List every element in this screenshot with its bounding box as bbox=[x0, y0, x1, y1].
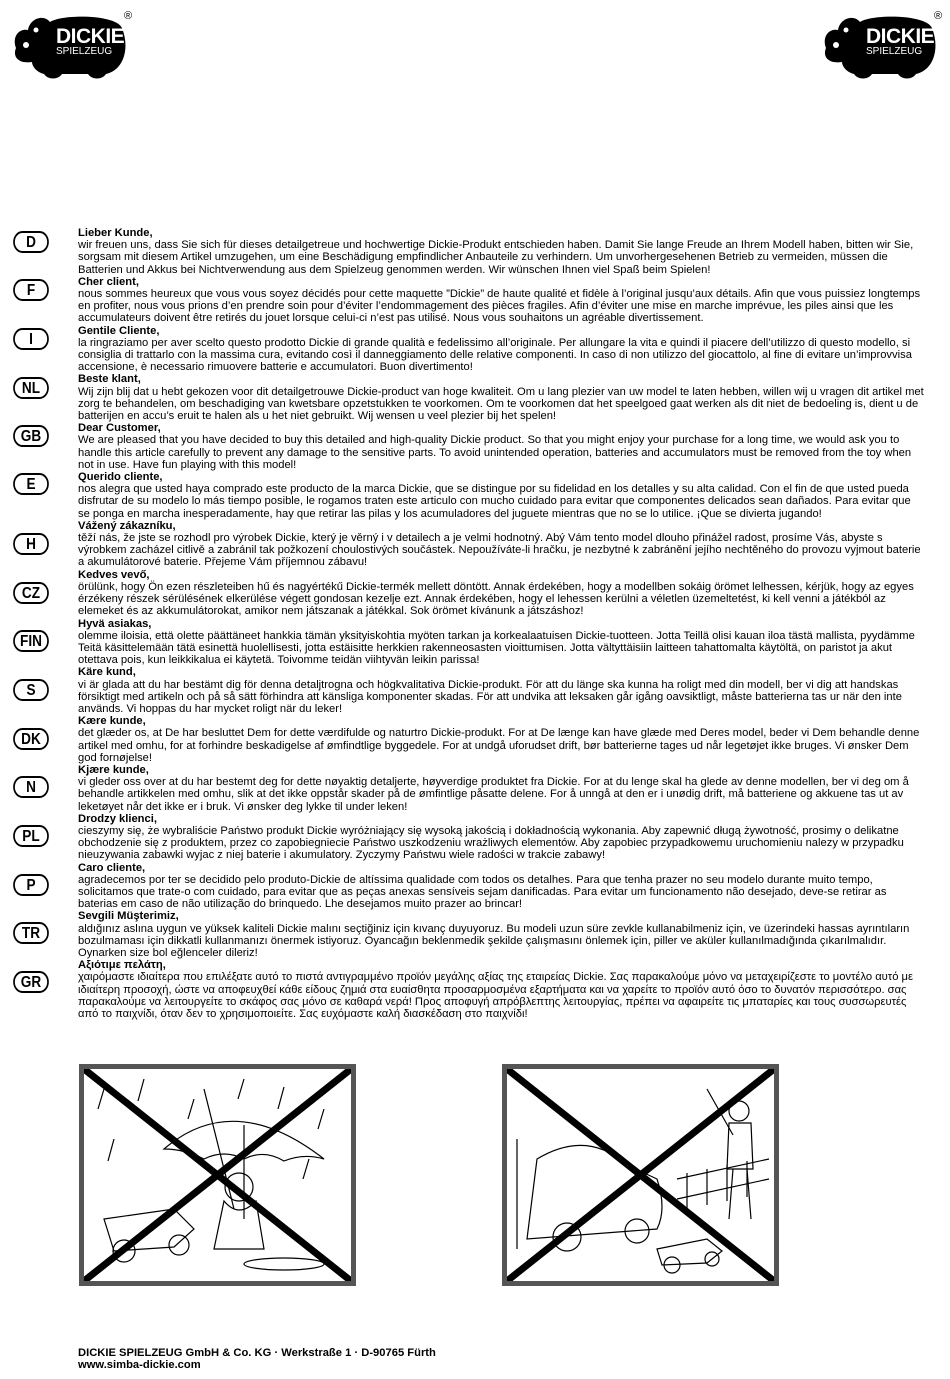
lang-badge-gr: GR bbox=[13, 971, 49, 993]
dickie-logo-left bbox=[6, 8, 134, 80]
lang-badge-f: F bbox=[13, 279, 49, 301]
paragraph: aldığınız aslına uygun ve yüksek kaliteli Dickie malını seçtiğiniz için kıvanç duyuyoruz. Bu modeli uzun süre zevkle kullanabilmeniz için, ve üzerindeki hassas ayrıntıların bozulmaması için dikkatli kullanmanızı önermek istiyoruz. Oyancağın beklenmedik şekilde çalışmasını önlemek için, piller ve aküler kullanılmadığında çıkarılmalıdır. Oynarken size bol eğlenceler dileriz! bbox=[78, 922, 910, 959]
paragraph: nous sommes heureux que vous vous soyez décidés pour cette maquette ”Dickie” de haute qualité et fidèle à l’original jusqu’aux détails. Afin que vous puissiez longtemps en profiter, nous vous prions d’en prendre soin pour d’éviter l’endommagement des pièces fragiles. Afin d’éviter une mise en marche imprévue, les piles ainsi que les accumulateurs doivent être retirés du jouet lorsque celui-ci n’est pas utilisé. Nous vous souhaitons un agréable divertissement. bbox=[78, 288, 921, 325]
greeting: Drodzy klienci, bbox=[78, 812, 157, 825]
lang-badge-nl: NL bbox=[13, 377, 49, 399]
greeting: Gentile Cliente, bbox=[78, 324, 160, 337]
paragraph: těží nás, že jste se rozhodl pro výrobek Dickie, který je věrný i v detailech a je velmi hodnotný. Abý Vám tento model dlouho přinážel radost, prosíme Vás, abyste s výrobkem zacházel citlivě a zabránil tak požkození choulostivých součástek. Nepoužíváte-li hračku, je nezbytné k zabránění jejího nechtěného do provozu vyjmout baterie a akumulátorové baterie. Přejeme Vám příjemnou zábavu! bbox=[78, 532, 921, 569]
paragraph: We are pleased that you have decided to buy this detailed and high-quality Dickie product. So that you might enjoy your purchase for a long time, we would ask you to handle this article carefully to prevent any damage to the sensitive parts. To avoid unintended operation, batteries and accumulators must be removed from the toy when not in use. Have fun playing with this model! bbox=[78, 434, 912, 471]
rain-warning-illustration bbox=[79, 1064, 356, 1286]
greeting: Beste klant, bbox=[78, 373, 141, 386]
lang-badge-e: E bbox=[13, 473, 49, 495]
registered-mark: ® bbox=[124, 10, 133, 22]
section-gr bbox=[78, 959, 924, 1020]
section-it bbox=[78, 325, 924, 374]
brand-sub: SPIELZEUG bbox=[56, 46, 113, 57]
greeting: Kedves vevő, bbox=[78, 568, 150, 581]
paragraph: Wij zijn blij dat u hebt gekozen voor dit detailgetrouwe Dickie-product van hoge kwaliteit. Om u lang plezier van uw model te laten hebben, willen wij u vragen dit artikel met zorg te behandelen, om beschadiging van kwetsbare opzetstukken te voorkomen. Om te voorkomen dat het speelgoed gaat werken als dit niet de bedoeling is, dient u de batterijen en accu’s eruit te halen als u het niet gebruikt. Wij wensen u veel plezier bij het spelen! bbox=[78, 385, 924, 423]
lang-badge-pl: PL bbox=[13, 825, 49, 847]
section-fi bbox=[78, 618, 924, 667]
lang-badge-d: D bbox=[13, 231, 49, 253]
greeting: Caro cliente, bbox=[78, 861, 146, 874]
street-crossed-out-icon bbox=[507, 1069, 774, 1281]
rain-crossed-out-icon bbox=[84, 1069, 351, 1281]
safety-notice-text bbox=[78, 227, 924, 1020]
section-tr bbox=[78, 910, 924, 959]
street-warning-illustration bbox=[502, 1064, 779, 1286]
section-es bbox=[78, 471, 924, 520]
lang-badge-i: I bbox=[13, 328, 49, 350]
greeting: Querido cliente, bbox=[78, 471, 163, 484]
section-no bbox=[78, 764, 924, 813]
dickie-logo-right bbox=[816, 8, 944, 80]
paragraph: cieszymy się, że wybraliście Państwo produkt Dickie wyróżniający się wysoką jakością i dokładnością wykonania. Aby zapewnić długą żywotność, prosimy o delikatne obchodzenie się z produktem, przez co zapobiegniecie Państwo uszkodzeniu wrażliwych elementów. Aby zapobiec przypadkowemu uruchomieniu nalezy w przypadku nieuzywania zabawki wyjac z niej baterie i akumulatory. Zyczymy Państwu wiele radości w trakcie zabawy! bbox=[78, 824, 904, 862]
greeting: Cher client, bbox=[78, 275, 139, 288]
lang-badge-h: H bbox=[13, 533, 49, 555]
greeting: Käre kund, bbox=[78, 666, 136, 679]
section-se bbox=[78, 666, 924, 715]
paragraph: det glæder os, at De har besluttet Dem for dette værdifulde og naturtro Dickie-produkt. For at De længe kan have glæde med Deres model, beder vi Dem behandle denne artikel med omhu, for at forhindre beskadigelse af ømfindtlige byggedele. For at undgå uforudset drift, bør batterierne tages ud når legetøjet ikke bruges. Vi ønsker Dem god fornøjelse! bbox=[78, 727, 920, 764]
section-dk bbox=[78, 715, 924, 764]
lang-badge-fin: FIN bbox=[13, 630, 49, 652]
greeting: Vážený zákazníku, bbox=[78, 519, 176, 532]
brand-name: DICKIE bbox=[56, 25, 125, 48]
paragraph: olemme iloisia, että olette päättäneet hankkia tämän yksityiskohtia myöten tarkan ja korkealaatuisen Dickie-tuotteen. Jotta Teillä olisi kauan iloa tästä mallista, pyydämme Teitä käsittelemään tätä esinettä huolellisesti, jotta estäisitte herkkien rakenneosasten vioittumisen. Jotta vältyttäisiin laitteen tahattomalta käytöltä, on paristot ja akut otettava pois, kun leikkikalua ei käytetä. Toivomme teidän viihtyvän leikin parissa! bbox=[78, 629, 915, 667]
greeting: Kære kunde, bbox=[78, 715, 146, 728]
section-cz bbox=[78, 520, 924, 569]
paragraph: wir freuen uns, dass Sie sich für dieses detailgetreue und hochwertige Dickie-Produkt entschieden haben. Damit Sie lange Freude an Ihrem Modell haben, bitten wir Sie, sorgsam mit diesem Artikel umzugehen, um eine Beschädigung empfindlicher Anbauteile zu verhindern. Um unvorhergesehenen Betrieb zu vermeiden, müssen die Batterien und Akkus bei Nichtverwendung aus dem Spielzeug genommen werden. Wir wünschen Ihnen viel Spaß beim Spielen! bbox=[78, 239, 914, 276]
lang-badge-dk: DK bbox=[13, 728, 49, 750]
footer bbox=[78, 1347, 436, 1372]
paragraph: agradecemos por ter se decidido pelo produto-Dickie de altíssima qualidade com todos os detalhes. Para que tenha prazer no seu modelo durante muito tempo, solicitamos que trate-o com cuidado, para evitar que as peças anexas sensíveis sejam danificadas. Para evitar um funcionamento não desejado, deve-se retirar as baterias em caso de não utilização do brinquedo. Lhe desejamos muito prazer ao brincar! bbox=[78, 873, 887, 911]
registered-mark: ® bbox=[934, 10, 943, 22]
paragraph: nos alegra que usted haya comprado este producto de la marca Dickie, que se distingue por su fidelidad en los detalles y su alta calidad. Con el fin de que usted pueda disfrutar de su modelo lo más tiempo posible, le rogamos traten este articulo con mucho cuidado para evitar que componentes delicados sean dañados. Para evitar que se ponga en marcha inesperadamente, hay que retirar las pilas y los acumuladores del juguete mientras que no se lo utilice. ¡Que se divierta jugando! bbox=[78, 483, 911, 520]
section-pt bbox=[78, 862, 924, 911]
company-address: DICKIE SPIELZEUG GmbH & Co. KG · Werkstraße 1 · D-90765 Fürth bbox=[78, 1347, 436, 1359]
paragraph: örülünk, hogy Ön ezen részleteiben hű és nagyértékű Dickie-termék mellett döntött. Annak érdekében, hogy a modellben sokáig örömet lelhessen, kérjük, hogy az egyes érzékeny részek sérülésének elkerülése végett gondosan kezelje ezt. Annak érdekében, hogy el lehessen kerülni a véletlen üzemeltetést, ki kell venni a játékból az elemeket és az akkumulátorokat, amikor nem játszanak a játékkal. Sok örömet kívánunk a játszáshoz! bbox=[78, 580, 914, 618]
greeting: Dear Customer, bbox=[78, 422, 161, 435]
lang-badge-tr: TR bbox=[13, 922, 49, 944]
paragraph: la ringraziamo per aver scelto questo prodotto Dickie di grande qualità e fedelissimo all’originale. Per allungare la vita e quindi il piacere dell’utilizzo di questo modello, si consiglia di trattarlo con la massima cura, evitando così il danneggiamento delle relative componenti. In caso di non utilizzo del giocattolo, al fine di evitare un’improvvisa accensione, è necessario rimuovere batterie e accumulatori. Buon divertimento! bbox=[78, 336, 912, 374]
section-de bbox=[78, 227, 924, 276]
section-nl bbox=[78, 373, 924, 422]
lang-badge-cz: CZ bbox=[13, 582, 49, 604]
paragraph: χαιρόμαστε ιδιαίτερα που επιλέξατε αυτό το πιστά αντιγραμμένο προϊόν μεγάλης αξίας της εταιρείας Dickie. Σας παρακαλούμε μόνο να μεταχειρίζεστε το μοντέλο αυτό με ιδιαίτερη προσοχή, ώστε να αποφευχθεί κάθε είδους ζημιά στα ευαίσθητα προσαρμοσμένα εξαρτήματα και να χαρείτε το προϊόν αυτό όσο το δυνατόν περισσότερο. σας παρακαλούμε να λειτουργείτε το σκάφος σας μόνο σε καθαρά νερά! Προς αποφυγή απρόβλεπτης λειτουργίας, πρέπει να αφαιρείτε τις μπαταρίες και τους συσσωρευτές από το παιχνίδι, όταν δεν το χρησιμοποιείτε. Σας ευχόμαστε καλή διασκέδαση στο παιχνίδι! bbox=[78, 971, 913, 1020]
greeting: Αξιότιμε πελάτη, bbox=[78, 959, 166, 972]
section-pl bbox=[78, 813, 924, 862]
brand-name: DICKIE bbox=[866, 25, 935, 48]
lang-badge-gb: GB bbox=[13, 425, 49, 447]
greeting: Hyvä asiakas, bbox=[78, 617, 152, 630]
greeting: Sevgili Müşterimiz, bbox=[78, 910, 179, 923]
section-fr bbox=[78, 276, 924, 325]
lang-badge-s: S bbox=[13, 679, 49, 701]
brand-sub: SPIELZEUG bbox=[866, 46, 923, 57]
section-gb bbox=[78, 422, 924, 471]
greeting: Kjære kunde, bbox=[78, 763, 149, 776]
lang-badge-n: N bbox=[13, 776, 49, 798]
website-link[interactable]: www.simba-dickie.com bbox=[78, 1359, 201, 1372]
section-hu bbox=[78, 569, 924, 618]
paragraph: vi är glada att du har bestämt dig för denna detaljtrogna och högkvalitativa Dickie-produkt. För att du länge ska kunna ha roligt med din modell, ber vi dig att handskas försiktigt med artikeln och på så sätt förhindra att känsliga komponenter skadas. För att undvika att leksaken går igång oavsiktligt, måste batterierna tas ur när den inte används. Vi hoppas du har mycket roligt när du leker! bbox=[78, 678, 902, 715]
paragraph: vi gleder oss over at du har bestemt deg for dette nøyaktig detaljerte, høyverdige produktet fra Dickie. For at du lenge skal ha glede av denne modellen, ber vi deg om å behandle artikkelen med omhu, slik at det ikke oppstår skader på de ømfintlige påsatte delene. For å unngå at den er i unødig drift, må batteriene og akkuene tas ut av leketøyet når det ikke er i bruk. Vi ønsker deg lykke til under leken! bbox=[78, 776, 909, 813]
lang-badge-p: P bbox=[13, 874, 49, 896]
greeting: Lieber Kunde, bbox=[78, 227, 153, 239]
